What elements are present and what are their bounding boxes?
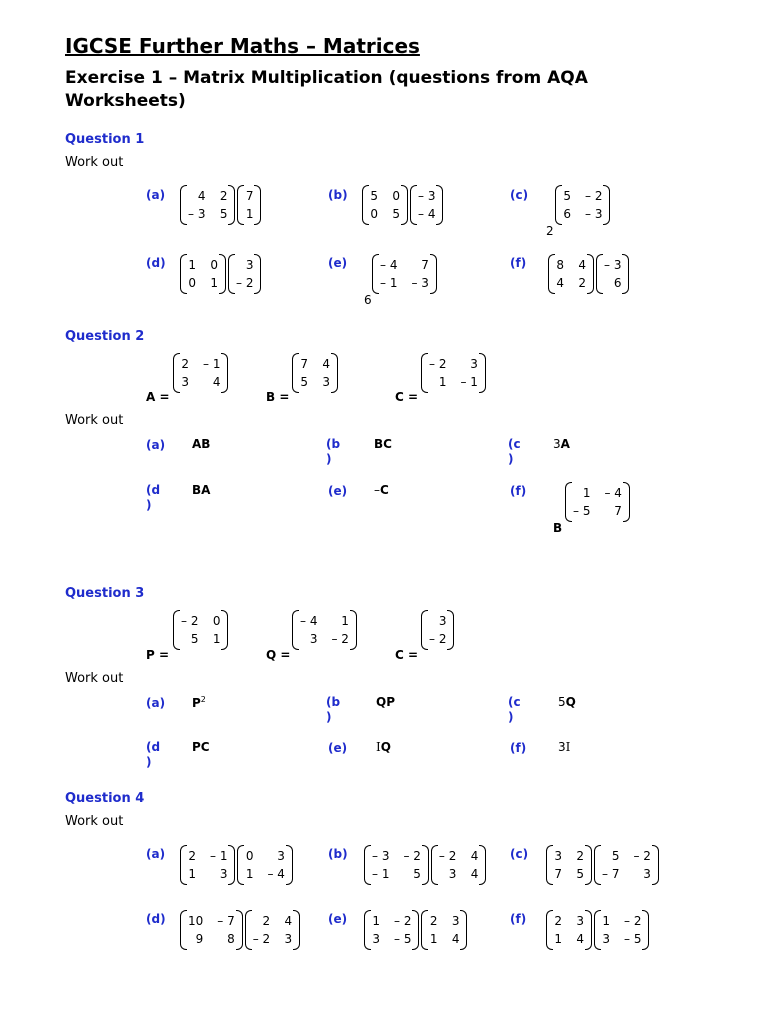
q3-label-d: (d ): [146, 740, 161, 769]
matrix-cell: 4: [470, 867, 479, 881]
q2-expr-f-var: B: [553, 521, 563, 535]
matrix-cell: – 2: [429, 357, 447, 371]
matrix-1: [364, 910, 419, 950]
matrix-cell: 1: [554, 932, 562, 946]
matrix-cell: – 5: [624, 932, 642, 946]
matrix-cell: 2: [181, 357, 189, 371]
matrix-cell: 5: [563, 189, 571, 203]
matrix-1: [372, 254, 437, 294]
matrix-cell: 3: [219, 867, 228, 881]
q1-label-e: (e): [328, 256, 348, 270]
matrix-cell: 3: [284, 932, 293, 946]
matrix-cell: 5: [392, 207, 400, 221]
matrix-cell: 5: [300, 375, 308, 389]
matrix-cell: 0: [212, 614, 221, 628]
q4-part-f: [546, 910, 649, 950]
matrix-cell: 7: [421, 258, 429, 272]
matrix-cell: – 1: [210, 849, 228, 863]
matrix-1: [546, 845, 592, 885]
q2-label-d: (d ): [146, 483, 161, 512]
matrix-1: [180, 185, 235, 225]
matrix-cell: 1: [245, 207, 254, 221]
matrix-cell: 7: [245, 189, 254, 203]
q2-label-f: (f): [510, 484, 527, 498]
q2-expr-d: BA: [192, 483, 211, 497]
matrix-cell: – 4: [300, 614, 318, 628]
matrix-cell: 8: [227, 932, 235, 946]
matrix-cell: – 4: [418, 207, 436, 221]
q3-expr-a-power: 2: [200, 695, 206, 704]
matrix-cell: 3: [576, 914, 584, 928]
matrix-cell: – 4: [604, 486, 622, 500]
matrix-cell: 7: [300, 357, 308, 371]
q3-expr-f-scalar: 3: [558, 740, 566, 754]
matrix-cell: – 2: [236, 276, 254, 290]
matrix-2: [596, 254, 629, 294]
q3-expr-a: [192, 695, 206, 710]
matrix-cell: 1: [341, 614, 349, 628]
q1-part-e: [372, 254, 437, 294]
matrix-cell: – 4: [380, 258, 398, 272]
matrix-2: [410, 185, 443, 225]
matrix-cell: 3: [602, 932, 610, 946]
q2-def-c-matrix: [421, 353, 486, 393]
matrix-cell: – 7: [602, 867, 620, 881]
matrix-cell: – 5: [394, 932, 412, 946]
q2-expr-c: [553, 437, 570, 451]
matrix-cell: 5: [413, 867, 421, 881]
matrix-cell: 2: [262, 914, 271, 928]
matrix: [565, 482, 630, 522]
q2-expr-c-matrix: A: [560, 437, 570, 451]
matrix-1: [180, 845, 235, 885]
matrix-cell: 5: [190, 632, 199, 646]
matrix-cell: – 7: [217, 914, 235, 928]
matrix-cell: 7: [614, 504, 622, 518]
q1-part-f: [548, 254, 629, 294]
matrix-cell: 4: [197, 189, 206, 203]
matrix: [421, 610, 454, 650]
matrix: [173, 353, 228, 393]
matrix-cell: – 1: [460, 375, 478, 389]
q4-part-b: [364, 845, 486, 885]
q1-part-a: [180, 185, 261, 225]
question-2-instruction: Work out: [65, 413, 124, 428]
q3-def-c-label: C =: [395, 648, 419, 662]
matrix-cell: – 3: [372, 849, 390, 863]
matrix-cell: – 1: [372, 867, 390, 881]
q1-label-a: (a): [146, 188, 166, 202]
q2-def-b-matrix: [292, 353, 338, 393]
matrix-cell: 3: [372, 932, 380, 946]
matrix-2: [594, 910, 649, 950]
matrix-cell: – 2: [403, 849, 421, 863]
matrix-cell: 4: [212, 375, 221, 389]
question-2-heading: Question 2: [65, 329, 145, 344]
matrix-cell: 2: [554, 914, 562, 928]
q3-expr-f: [558, 740, 570, 754]
q2-def-a-matrix: [173, 353, 228, 393]
matrix-cell: 1: [188, 867, 196, 881]
matrix-cell: 0: [370, 207, 378, 221]
matrix-cell: – 1: [203, 357, 221, 371]
matrix-2: [594, 845, 659, 885]
matrix-cell: 3: [643, 867, 651, 881]
matrix-cell: – 3: [604, 258, 622, 272]
q3-def-c-matrix: [421, 610, 454, 650]
matrix-cell: 3: [309, 632, 318, 646]
matrix-cell: 4: [578, 258, 586, 272]
matrix-cell: 2: [429, 914, 438, 928]
q4-label-a: (a): [146, 847, 166, 861]
matrix-cell: 0: [392, 189, 400, 203]
q2-expr-e-sign: –: [374, 483, 380, 497]
matrix-cell: 2: [188, 849, 196, 863]
q1-label-d: (d): [146, 256, 166, 270]
q1-e-scalar: 6: [364, 293, 372, 307]
matrix-cell: 5: [219, 207, 228, 221]
q1-c-power: 2: [546, 224, 554, 238]
matrix-cell: 3: [322, 375, 330, 389]
matrix-cell: 1: [372, 914, 380, 928]
q2-label-a: (a): [146, 438, 166, 452]
exercise-heading: Exercise 1 – Matrix Multiplication (questions from AQA Worksheets): [65, 68, 588, 111]
q3-expr-e-matrix: Q: [380, 740, 391, 754]
q3-label-f: (f): [510, 741, 527, 755]
page-title: IGCSE Further Maths – Matrices: [65, 34, 420, 58]
matrix-cell: 1: [212, 632, 221, 646]
matrix-cell: 7: [554, 867, 562, 881]
q3-label-b: (b ): [326, 695, 341, 724]
matrix-cell: 3: [438, 614, 447, 628]
q2-expr-a: AB: [192, 437, 211, 451]
matrix-cell: 10: [188, 914, 204, 928]
q2-expr-e-matrix: C: [380, 483, 389, 497]
q3-def-q-matrix: [292, 610, 357, 650]
q3-expr-a-matrix: P: [192, 696, 201, 710]
q2-expr-b: BC: [374, 437, 392, 451]
matrix-cell: – 2: [394, 914, 412, 928]
matrix-cell: 9: [195, 932, 204, 946]
q1-part-b: [362, 185, 443, 225]
q3-expr-b: QP: [376, 695, 395, 709]
q4-part-d: [180, 910, 300, 950]
matrix-1: [546, 910, 592, 950]
q2-expr-f-matrix: [565, 482, 630, 522]
matrix-cell: – 1: [380, 276, 398, 290]
matrix-cell: 3: [451, 914, 460, 928]
question-1-instruction: Work out: [65, 155, 124, 170]
matrix-cell: 1: [602, 914, 610, 928]
matrix-cell: 3: [277, 849, 285, 863]
q4-part-a: [180, 845, 293, 885]
q1-part-c: [555, 185, 610, 225]
q2-def-a-label: A =: [146, 390, 170, 404]
matrix-cell: 0: [188, 276, 196, 290]
matrix-cell: 3: [181, 375, 189, 389]
q4-part-e: [364, 910, 467, 950]
q2-label-c: (c ): [508, 437, 521, 466]
matrix-1: [548, 254, 594, 294]
q1-label-f: (f): [510, 256, 527, 270]
matrix-cell: 4: [451, 932, 460, 946]
q4-label-e: (e): [328, 912, 348, 926]
matrix-cell: 2: [578, 276, 586, 290]
matrix-cell: 1: [582, 486, 591, 500]
matrix-2: [431, 845, 486, 885]
matrix-1: [180, 910, 243, 950]
matrix-cell: 0: [245, 849, 254, 863]
matrix-cell: 3: [245, 258, 254, 272]
matrix-2: [421, 910, 467, 950]
matrix-cell: 2: [576, 849, 584, 863]
q1-label-b: (b): [328, 188, 348, 202]
q3-expr-d: PC: [192, 740, 210, 754]
q3-label-e: (e): [328, 741, 348, 755]
matrix-cell: 5: [611, 849, 620, 863]
matrix-2: [237, 845, 292, 885]
q3-expr-c-matrix: Q: [565, 695, 576, 709]
matrix-2: [245, 910, 300, 950]
matrix-cell: 5: [576, 867, 584, 881]
matrix-cell: 4: [470, 849, 479, 863]
question-1-heading: Question 1: [65, 132, 145, 147]
matrix-cell: – 3: [585, 207, 603, 221]
question-4-instruction: Work out: [65, 814, 124, 829]
matrix-cell: – 4: [267, 867, 285, 881]
matrix-cell: 6: [613, 276, 622, 290]
matrix-cell: 1: [245, 867, 254, 881]
matrix-cell: – 2: [331, 632, 349, 646]
matrix-cell: – 2: [624, 914, 642, 928]
q3-expr-e: [376, 740, 391, 754]
matrix-cell: 8: [556, 258, 564, 272]
q2-label-e: (e): [328, 484, 348, 498]
question-3-instruction: Work out: [65, 671, 124, 686]
q4-label-c: (c): [510, 847, 529, 861]
matrix-cell: – 3: [188, 207, 206, 221]
matrix-cell: 4: [556, 276, 564, 290]
q4-label-d: (d): [146, 912, 166, 926]
matrix-cell: – 3: [418, 189, 436, 203]
q2-def-b-label: B =: [266, 390, 290, 404]
q2-expr-e: [374, 483, 389, 497]
q3-expr-c-scalar: 5: [558, 695, 566, 709]
matrix-cell: 3: [470, 357, 478, 371]
q1-label-c: (c): [510, 188, 529, 202]
q3-label-c: (c ): [508, 695, 521, 724]
matrix-2: [228, 254, 261, 294]
matrix-cell: 4: [284, 914, 293, 928]
matrix: [173, 610, 228, 650]
matrix-cell: – 2: [429, 632, 447, 646]
matrix-cell: – 2: [181, 614, 199, 628]
matrix-cell: 1: [210, 276, 218, 290]
matrix-1: [362, 185, 408, 225]
matrix-cell: – 2: [252, 932, 271, 946]
matrix: [292, 610, 357, 650]
q1-part-d: [180, 254, 261, 294]
matrix-1: [364, 845, 429, 885]
question-4-heading: Question 4: [65, 791, 145, 806]
matrix-cell: 6: [563, 207, 571, 221]
matrix-cell: 2: [219, 189, 228, 203]
matrix-2: [237, 185, 261, 225]
matrix-cell: 3: [448, 867, 457, 881]
q2-def-c-label: C =: [395, 390, 419, 404]
q3-expr-f-identity: I: [565, 740, 571, 754]
q2-label-b: (b ): [326, 437, 341, 466]
q3-expr-c: [558, 695, 576, 709]
matrix-cell: 3: [554, 849, 562, 863]
q3-def-p-matrix: [173, 610, 228, 650]
q3-def-p-label: P =: [146, 648, 170, 662]
matrix-cell: – 5: [573, 504, 591, 518]
matrix-cell: – 3: [411, 276, 429, 290]
matrix-1: [555, 185, 610, 225]
matrix-cell: – 2: [438, 849, 457, 863]
matrix-cell: 1: [429, 932, 438, 946]
matrix-cell: 4: [322, 357, 330, 371]
matrix-1: [180, 254, 226, 294]
matrix-cell: 1: [438, 375, 447, 389]
question-3-heading: Question 3: [65, 586, 145, 601]
q2-expr-c-scalar: 3: [553, 437, 561, 451]
q4-label-b: (b): [328, 847, 348, 861]
q3-expr-e-identity: I: [376, 740, 381, 754]
q3-label-a: (a): [146, 696, 166, 710]
q3-def-q-label: Q =: [266, 648, 291, 662]
matrix: [292, 353, 338, 393]
matrix-cell: 0: [210, 258, 218, 272]
matrix: [421, 353, 486, 393]
matrix-cell: – 2: [585, 189, 603, 203]
q4-label-f: (f): [510, 912, 527, 926]
matrix-cell: – 2: [633, 849, 651, 863]
matrix-cell: 1: [188, 258, 196, 272]
matrix-cell: 5: [370, 189, 378, 203]
q4-part-c: [546, 845, 659, 885]
matrix-cell: 4: [576, 932, 584, 946]
